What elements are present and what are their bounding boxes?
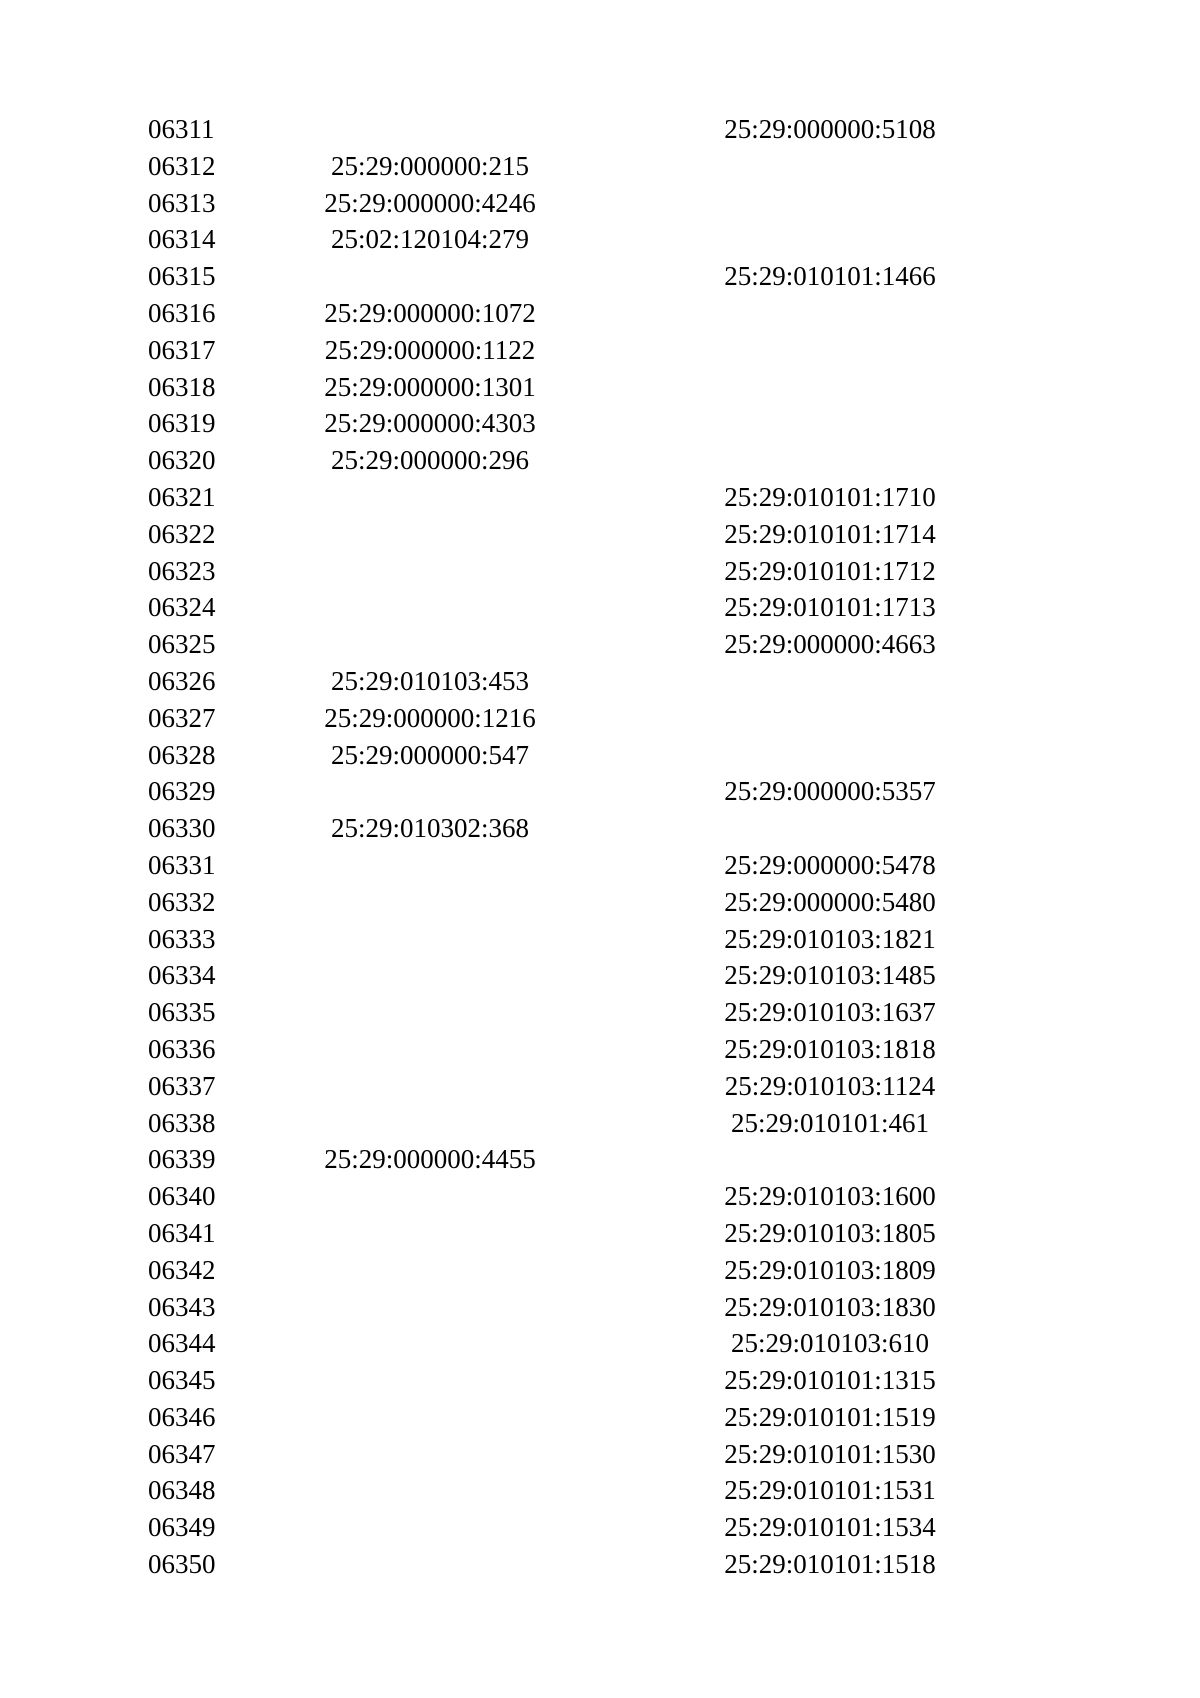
cadastral-number-column-a: 25:29:000000:1216: [324, 702, 536, 733]
cadastral-number-column-a: 25:29:000000:547: [330, 739, 529, 770]
row-number: 06327: [148, 702, 216, 733]
cadastral-number-column-a: [290, 1105, 570, 1142]
table-row: [0, 1068, 1200, 1105]
table-row: [0, 663, 1200, 700]
row-number: 06325: [148, 629, 216, 660]
table-row: [0, 810, 1200, 847]
row-number: 06335: [148, 997, 216, 1028]
table-row: [0, 479, 1200, 516]
cadastral-number-column-a: 25:29:000000:296: [330, 445, 529, 476]
table-row: [0, 700, 1200, 737]
cadastral-number-column-b: 25:29:000000:5108: [724, 114, 936, 144]
cadastral-number-column-a: [290, 1252, 570, 1289]
table-row: [0, 626, 1200, 663]
row-number: 06329: [148, 776, 216, 807]
table-row: [0, 553, 1200, 590]
cadastral-number-table: [0, 111, 1200, 1583]
cadastral-number-column-a: [290, 847, 570, 884]
table-row: [0, 258, 1200, 295]
cadastral-number-column-a: 25:29:000000:1122: [324, 334, 536, 365]
cadastral-number-column-b: 25:29:010101:1466: [724, 261, 936, 292]
cadastral-number-column-a: 25:29:000000:1072: [324, 297, 536, 328]
table-row: [0, 737, 1200, 774]
row-number: 06312: [148, 150, 216, 181]
row-number: 06332: [148, 886, 216, 917]
row-number: 06334: [148, 960, 216, 991]
cadastral-number-column-a: [290, 1546, 570, 1583]
cadastral-number-column-a: [290, 1031, 570, 1068]
cadastral-number-column-b: [690, 700, 970, 737]
row-number: 06343: [148, 1291, 216, 1322]
cadastral-number-column-b: [690, 405, 970, 442]
cadastral-number-column-b: [690, 1141, 970, 1178]
cadastral-number-column-b: 25:29:010103:1821: [724, 923, 936, 954]
table-row: [0, 847, 1200, 884]
cadastral-number-column-b: 25:29:010103:1485: [724, 960, 936, 991]
cadastral-number-column-b: 25:29:010101:1712: [724, 555, 936, 586]
row-number: 06342: [148, 1254, 216, 1285]
row-number: 06333: [148, 923, 216, 954]
table-row: [0, 516, 1200, 553]
row-number: 06349: [148, 1512, 216, 1543]
cadastral-number-column-b: 25:29:010103:1805: [724, 1217, 936, 1248]
cadastral-number-column-a: [290, 1509, 570, 1546]
cadastral-number-column-b: [690, 221, 970, 258]
cadastral-number-column-a: 25:29:000000:215: [330, 150, 529, 181]
row-number: 06319: [148, 408, 216, 439]
cadastral-number-column-b: 25:29:000000:5478: [724, 849, 936, 880]
row-number: 06328: [148, 739, 216, 770]
table-row: [0, 1031, 1200, 1068]
table-row: [0, 1399, 1200, 1436]
row-number: 06313: [148, 187, 216, 218]
row-number: 06326: [148, 665, 216, 696]
table-row: [0, 111, 1200, 148]
row-number: 06330: [148, 813, 216, 844]
row-number: 06321: [148, 481, 216, 512]
row-number: 06320: [148, 445, 216, 476]
table-row: [0, 957, 1200, 994]
table-row: [0, 369, 1200, 406]
cadastral-number-column-b: 25:29:010101:1518: [724, 1549, 936, 1580]
cadastral-number-column-b: 25:29:010103:610: [730, 1328, 929, 1359]
table-row: [0, 185, 1200, 222]
cadastral-number-column-b: 25:29:010103:1809: [724, 1254, 936, 1285]
cadastral-number-column-a: [290, 1399, 570, 1436]
row-number: 06324: [148, 592, 216, 623]
table-row: [0, 1289, 1200, 1326]
row-number: 06340: [148, 1181, 216, 1212]
cadastral-number-column-b: 25:29:010101:1315: [724, 1365, 936, 1396]
row-number: 06314: [148, 224, 216, 255]
cadastral-number-column-b: 25:29:010101:461: [730, 1107, 929, 1138]
table-row: [0, 1215, 1200, 1252]
cadastral-number-column-b: 25:29:010101:1534: [724, 1512, 936, 1543]
table-row: [0, 405, 1200, 442]
row-number: 06322: [148, 518, 216, 549]
row-number: 06318: [148, 371, 216, 402]
table-row: [0, 1509, 1200, 1546]
cadastral-number-column-a: [290, 111, 570, 148]
row-number: 06345: [148, 1365, 216, 1396]
table-row: [0, 221, 1200, 258]
row-number: 06323: [148, 555, 216, 586]
cadastral-number-column-b: 25:29:010103:1830: [724, 1291, 936, 1322]
cadastral-number-column-b: 25:29:010103:1600: [724, 1181, 936, 1212]
row-number: 06338: [148, 1107, 216, 1138]
cadastral-number-column-a: 25:02:120104:279: [330, 224, 529, 255]
table-row: [0, 994, 1200, 1031]
cadastral-number-column-a: [290, 957, 570, 994]
cadastral-number-column-a: [290, 553, 570, 590]
table-row: [0, 1325, 1200, 1362]
table-row: [0, 884, 1200, 921]
cadastral-number-column-a: [290, 626, 570, 663]
cadastral-number-column-b: [690, 442, 970, 479]
cadastral-number-column-b: 25:29:010101:1713: [724, 592, 936, 623]
table-row: [0, 1252, 1200, 1289]
row-number: 06339: [148, 1144, 216, 1175]
row-number: 06317: [148, 334, 216, 365]
cadastral-number-column-a: [290, 1436, 570, 1473]
cadastral-number-column-b: 25:29:010101:1519: [724, 1401, 936, 1432]
table-row: [0, 1141, 1200, 1178]
cadastral-number-column-a: [290, 994, 570, 1031]
cadastral-number-column-a: [290, 884, 570, 921]
cadastral-number-column-a: [290, 258, 570, 295]
table-row: [0, 921, 1200, 958]
cadastral-number-column-b: [690, 369, 970, 406]
cadastral-number-column-a: 25:29:000000:4303: [324, 408, 536, 439]
table-row: [0, 332, 1200, 369]
row-number: 06315: [148, 261, 216, 292]
table-row: [0, 1546, 1200, 1583]
cadastral-number-column-b: 25:29:000000:5357: [724, 776, 936, 807]
row-number: 06347: [148, 1438, 216, 1469]
cadastral-number-column-a: [290, 1178, 570, 1215]
table-row: [0, 1178, 1200, 1215]
cadastral-number-column-b: [690, 332, 970, 369]
cadastral-number-column-a: [290, 1325, 570, 1362]
cadastral-number-column-a: [290, 516, 570, 553]
row-number: 06336: [148, 1033, 216, 1064]
row-number: 06337: [148, 1070, 216, 1101]
cadastral-number-column-b: 25:29:010103:1124: [724, 1070, 936, 1101]
cadastral-number-column-b: 25:29:010101:1531: [724, 1475, 936, 1506]
table-row: [0, 1436, 1200, 1473]
cadastral-number-column-a: [290, 921, 570, 958]
table-row: [0, 773, 1200, 810]
cadastral-number-column-b: 25:29:000000:5480: [724, 886, 936, 917]
cadastral-number-column-a: 25:29:010103:453: [330, 665, 529, 696]
cadastral-number-column-b: [690, 185, 970, 222]
cadastral-number-column-a: [290, 1068, 570, 1105]
table-row: [0, 442, 1200, 479]
row-number: 06350: [148, 1549, 216, 1580]
table-row: [0, 295, 1200, 332]
cadastral-number-column-a: 25:29:000000:1301: [324, 371, 536, 402]
cadastral-number-column-a: [290, 1472, 570, 1509]
cadastral-number-column-b: [690, 148, 970, 185]
table-row: [0, 1362, 1200, 1399]
cadastral-number-column-b: [690, 737, 970, 774]
cadastral-number-column-b: 25:29:000000:4663: [724, 629, 936, 660]
cadastral-number-column-a: [290, 773, 570, 810]
row-number: 06346: [148, 1401, 216, 1432]
cadastral-number-column-a: [290, 1362, 570, 1399]
cadastral-number-column-b: 25:29:010103:1818: [724, 1033, 936, 1064]
row-number: 06331: [148, 849, 216, 880]
table-row: [0, 1105, 1200, 1142]
table-row: [0, 148, 1200, 185]
cadastral-number-column-b: [690, 295, 970, 332]
cadastral-number-column-a: 25:29:010302:368: [330, 813, 529, 844]
row-number: 06311: [148, 114, 215, 144]
cadastral-number-column-b: 25:29:010101:1714: [724, 518, 936, 549]
cadastral-number-column-b: 25:29:010101:1530: [724, 1438, 936, 1469]
table-row: [0, 589, 1200, 626]
cadastral-number-column-b: [690, 810, 970, 847]
cadastral-number-column-b: 25:29:010101:1710: [724, 481, 936, 512]
row-number: 06348: [148, 1475, 216, 1506]
cadastral-number-column-b: [690, 663, 970, 700]
cadastral-number-column-a: [290, 589, 570, 626]
cadastral-number-column-a: 25:29:000000:4246: [324, 187, 536, 218]
row-number: 06341: [148, 1217, 216, 1248]
cadastral-number-column-a: [290, 1215, 570, 1252]
table-row: [0, 1472, 1200, 1509]
row-number: 06316: [148, 297, 216, 328]
cadastral-number-column-a: 25:29:000000:4455: [324, 1144, 536, 1175]
row-number: 06344: [148, 1328, 216, 1359]
cadastral-number-column-a: [290, 479, 570, 516]
cadastral-number-column-a: [290, 1289, 570, 1326]
cadastral-number-column-b: 25:29:010103:1637: [724, 997, 936, 1028]
